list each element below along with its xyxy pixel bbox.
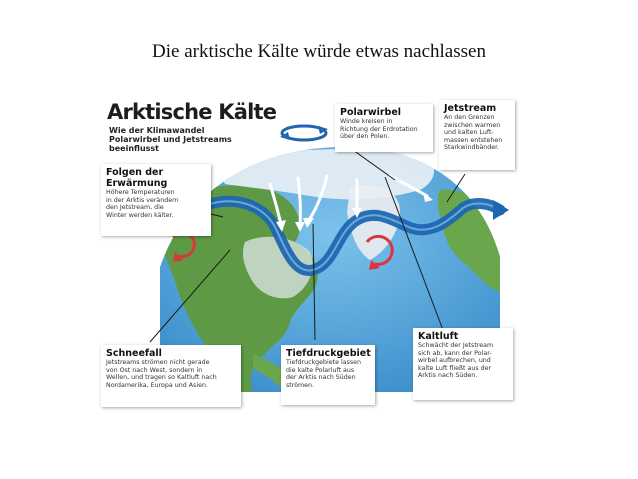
box-polarwirbel: [335, 104, 433, 152]
box-text: Schwächt der Jetstream: [418, 342, 494, 349]
subheading-line: Polarwirbel und Jetstreams: [109, 135, 232, 144]
subheading-line: Wie der Klimawandel: [109, 126, 205, 135]
box-text: Winde kreisen in: [340, 118, 393, 125]
infographic-subheading: [109, 126, 279, 153]
box-text: die kalte Polarluft aus: [286, 366, 355, 374]
box-text: Höhere Temperaturen: [106, 189, 175, 196]
box-kaltluft: [413, 328, 513, 400]
slide-title: Die arktische Kälte würde etwas nachlassen: [152, 41, 486, 62]
box-text: und kalten Luft-: [444, 129, 494, 137]
box-text: sich ab, kann der Polar-: [418, 349, 492, 357]
box-title: Erwärmung: [106, 178, 168, 189]
box-schneefall: [101, 345, 241, 407]
box-title: Schneefall: [106, 348, 162, 359]
box-text: kalte Luft fließt aus der: [418, 364, 492, 372]
box-text: wirbel aufbrechen, und: [418, 357, 491, 365]
box-text: An den Grenzen: [444, 114, 495, 121]
jetstream-arrowhead: [493, 200, 509, 220]
box-title: Folgen der: [106, 167, 164, 178]
box-text: Wellen, und tragen so Kaltluft nach: [106, 374, 217, 382]
arctic-cold-infographic: [95, 92, 525, 412]
box-text: massen entstehen: [444, 136, 503, 144]
box-text: der Arktis nach Süden: [286, 374, 356, 382]
box-title: Polarwirbel: [340, 107, 402, 118]
box-folgen-der-erwaermung: [101, 164, 211, 236]
subheading-line: beeinflusst: [109, 144, 159, 153]
box-text: den Jetstream, die: [106, 204, 164, 212]
box-text: strömen.: [286, 381, 315, 389]
box-text: Starkwindbänder.: [444, 144, 500, 152]
box-text: in der Arktis verändern: [106, 196, 179, 204]
infographic-heading: Arktische Kälte: [107, 100, 277, 124]
box-text: Winter werden kälter.: [106, 211, 174, 219]
box-jetstream: [439, 100, 515, 170]
box-title: Tiefdruckgebiet: [286, 348, 371, 359]
box-text: Jetstreams strömen nicht gerade: [106, 359, 210, 366]
box-title: Kaltluft: [418, 331, 459, 342]
box-text: von Ost nach West, sondern in: [106, 366, 203, 374]
box-text: Arktis nach Süden.: [418, 372, 478, 380]
box-text: Nordamerika, Europa und Asien.: [106, 381, 208, 389]
box-text: Richtung der Erdrotation: [340, 125, 418, 133]
box-text: über den Polen.: [340, 133, 390, 141]
polar-vortex-icon: [278, 122, 330, 144]
box-tiefdruckgebiet: [281, 345, 375, 405]
box-text: zwischen warmen: [444, 121, 501, 129]
box-title: Jetstream: [444, 103, 497, 114]
box-text: Tiefdruckgebiete lassen: [286, 359, 362, 366]
